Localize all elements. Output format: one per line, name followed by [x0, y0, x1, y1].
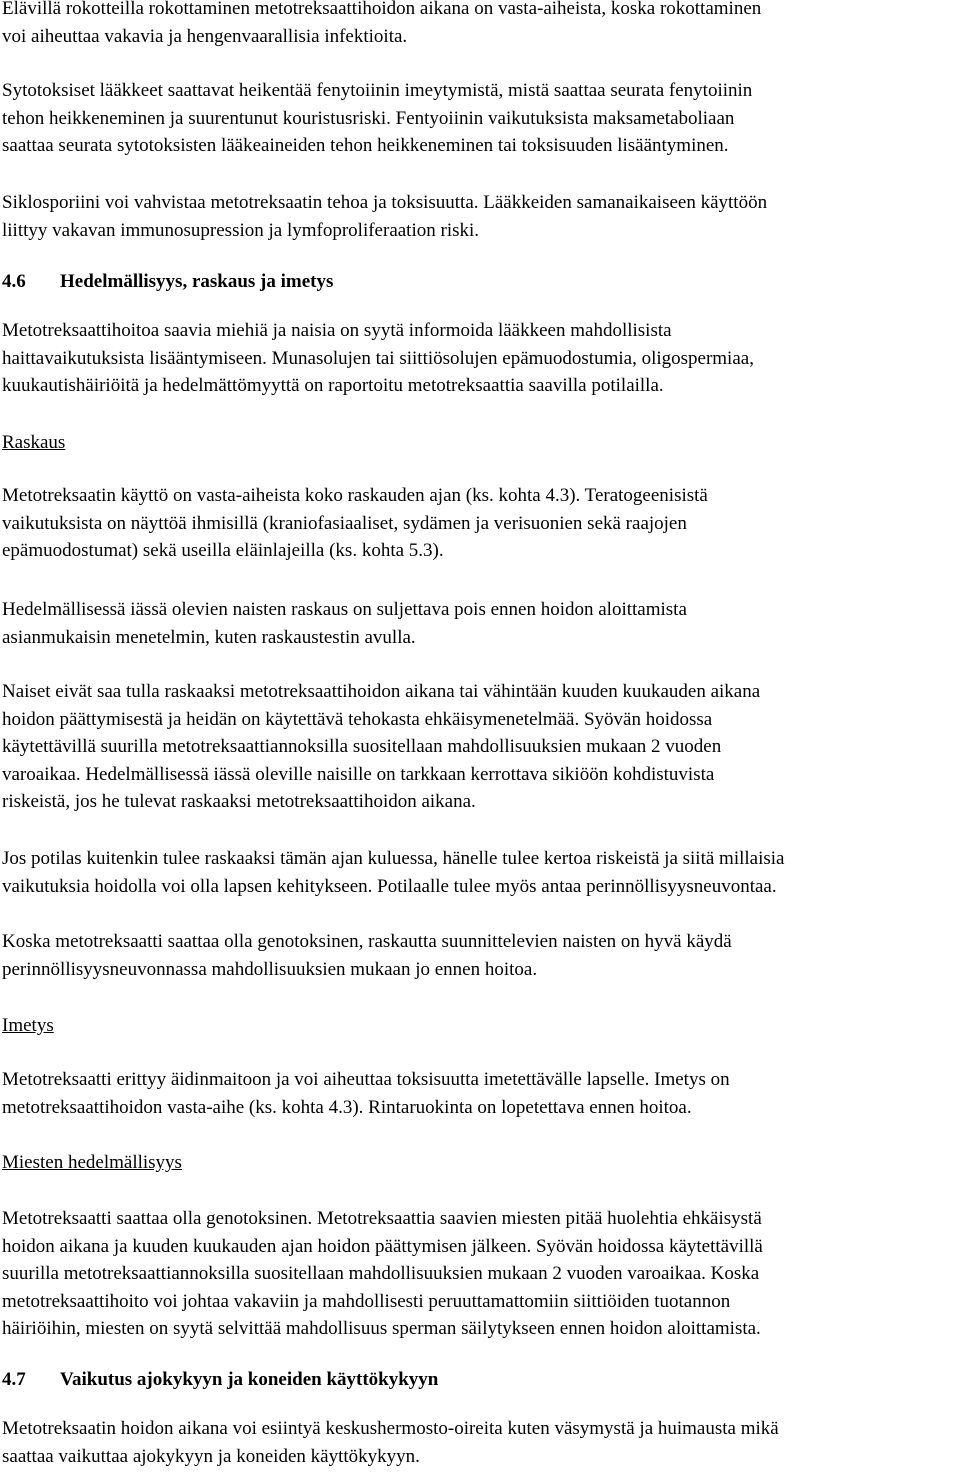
paragraph-genetic-counselling [2, 928, 952, 983]
text-line: Elävillä rokotteilla rokottaminen metotreksaattihoidon aikana on vasta-aiheista, koska rokottaminen [2, 0, 762, 19]
paragraph-pregnant-patient [2, 845, 952, 900]
paragraph-pregnancy-contraindication [2, 482, 952, 565]
paragraph-male-fertility [2, 1205, 952, 1343]
subheading-male-fertility [2, 1149, 952, 1177]
text-line: Hedelmällisessä iässä olevien naisten raskaus on suljettava pois ennen hoidon aloittamista [2, 599, 687, 620]
paragraph-pregnancy-test [2, 596, 952, 651]
text-line: asianmukaisin menetelmin, kuten raskaustestin avulla. [2, 626, 416, 648]
text-line: riskeistä, jos he tulevat raskaaksi metotreksaattihoidon aikana. [2, 791, 476, 812]
text-line: varoaikaa. Hedelmällisessä iässä oleville naisille on tarkkaan kerrottava sikiöön kohdistuvista [2, 763, 715, 785]
text-line: Koska metotreksaatti saattaa olla genotoksinen, raskautta suunnittelevien naisten on hyvä käydä [2, 931, 732, 952]
text-line: Metotreksaatti saattaa olla genotoksinen. Metotreksaattia saavien miesten pitää huolehtia ehkäisystä [2, 1208, 762, 1229]
paragraph-phenytoin [2, 77, 952, 160]
text-line: Metotreksaatin käyttö on vasta-aiheista koko raskauden ajan (ks. kohta 4.3). Teratogeenisistä [2, 485, 708, 506]
text-line: saattaa vaikuttaa ajokykyyn ja koneiden käyttökykyyn. [2, 1445, 420, 1467]
text-line: hoidon aikana ja kuuden kuukauden ajan hoidon päättymisen jälkeen. Syövän hoidossa käytettävillä [2, 1235, 763, 1257]
text-line: haittavaikutuksista lisääntymiseen. Munasolujen tai siittiösolujen epämuodostumia, oligospermiaa, [2, 347, 754, 369]
text-line: epämuodostumat) sekä useilla eläinlajeilla (ks. kohta 5.3). [2, 540, 444, 561]
text-line: perinnöllisyysneuvonnassa mahdollisuuksien mukaan jo ennen hoitoa. [2, 958, 538, 980]
subheading-text: Miesten hedelmällisyys [2, 1152, 182, 1173]
paragraph-live-vaccines [2, 0, 952, 50]
text-line: Metotreksaattihoitoa saavia miehiä ja naisia on syytä informoida lääkkeen mahdollisista [2, 320, 672, 341]
text-line: Naiset eivät saa tulla raskaaksi metotreksaattihoidon aikana tai vähintään kuuden kuukauden aikana [2, 681, 761, 702]
section-title: Hedelmällisyys, raskaus ja imetys [60, 271, 334, 292]
text-line: vaikutuksia hoidolla voi olla lapsen kehitykseen. Potilaalle tulee myös antaa perinnöllisyysneuvontaa. [2, 875, 777, 897]
section-number: 4.6 [2, 271, 26, 292]
text-line: tehon heikkeneminen ja suurentunut kouristusriski. Fentyoiinin vaikutuksista maksametaboliaan [2, 107, 735, 129]
paragraph-fertility-info [2, 317, 952, 400]
subheading-breastfeeding [2, 1012, 952, 1040]
paragraph-breastfeeding [2, 1066, 952, 1121]
text-line: suurilla metotreksaattiannoksilla suositellaan mahdollisuuksien mukaan 2 vuoden varoaikaa. Koska [2, 1263, 760, 1284]
text-line: metotreksaattihoito voi johtaa vakaviin ja mahdollisesti peruuttamattomiin siittiöiden tuotannon [2, 1290, 731, 1312]
text-line: Siklosporiini voi vahvistaa metotreksaatin tehoa ja toksisuutta. Lääkkeiden samanaikaiseen käyttöön [2, 192, 768, 213]
text-line: metotreksaattihoidon vasta-aihe (ks. kohta 4.3). Rintaruokinta on lopetettava ennen hoitoa. [2, 1096, 692, 1118]
paragraph-contraception-women [2, 678, 952, 816]
text-line: kuukautishäiriöitä ja hedelmättömyyttä on raportoitu metotreksaattia saavilla potilailla. [2, 375, 664, 396]
text-line: liittyy vakavan immunosupression ja lymfoproliferaation riski. [2, 219, 480, 241]
subheading-text: Raskaus [2, 432, 66, 453]
text-line: häiriöihin, miesten on syytä selvittää mahdollisuus sperman säilytykseen ennen hoidon aloittamista. [2, 1318, 761, 1339]
text-line: Sytotoksiset lääkkeet saattavat heikentää fenytoiinin imeytymistä, mistä saattaa seurata fenytoiinin [2, 80, 753, 101]
section-heading-4-7 [2, 1366, 952, 1394]
subheading-text: Imetys [2, 1015, 54, 1036]
text-line: Metotreksaatin hoidon aikana voi esiintyä keskushermosto-oireita kuten väsymystä ja huimausta mikä [2, 1418, 779, 1439]
text-line: hoidon päättymisestä ja heidän on käytettävä tehokasta ehkäisymenetelmää. Syövän hoidossa [2, 708, 713, 730]
paragraph-driving-ability [2, 1415, 952, 1470]
text-line: voi aiheuttaa vakavia ja hengenvaarallisia infektioita. [2, 25, 408, 47]
paragraph-ciclosporin [2, 189, 952, 244]
text-line: saattaa seurata sytotoksisten lääkeaineiden tehon heikkeneminen tai toksisuuden lisääntyminen. [2, 135, 729, 156]
text-line: käytettävillä suurilla metotreksaattiannoksilla suositellaan mahdollisuuksien mukaan 2 vuoden [2, 736, 722, 757]
text-line: Metotreksaatti erittyy äidinmaitoon ja voi aiheuttaa toksisuutta imetettävälle lapselle. Imetys on [2, 1069, 730, 1090]
text-line: Jos potilas kuitenkin tulee raskaaksi tämän ajan kuluessa, hänelle tulee kertoa riskeistä ja siitä millaisia [2, 848, 785, 869]
section-title: Vaikutus ajokykyyn ja koneiden käyttökykyyn [60, 1369, 439, 1390]
section-heading-4-6 [2, 268, 952, 296]
text-line: vaikutuksista on näyttöä ihmisillä (kraniofasiaaliset, sydämen ja verisuonien sekä raajojen [2, 512, 687, 534]
subheading-pregnancy [2, 429, 952, 457]
section-number: 4.7 [2, 1369, 26, 1390]
